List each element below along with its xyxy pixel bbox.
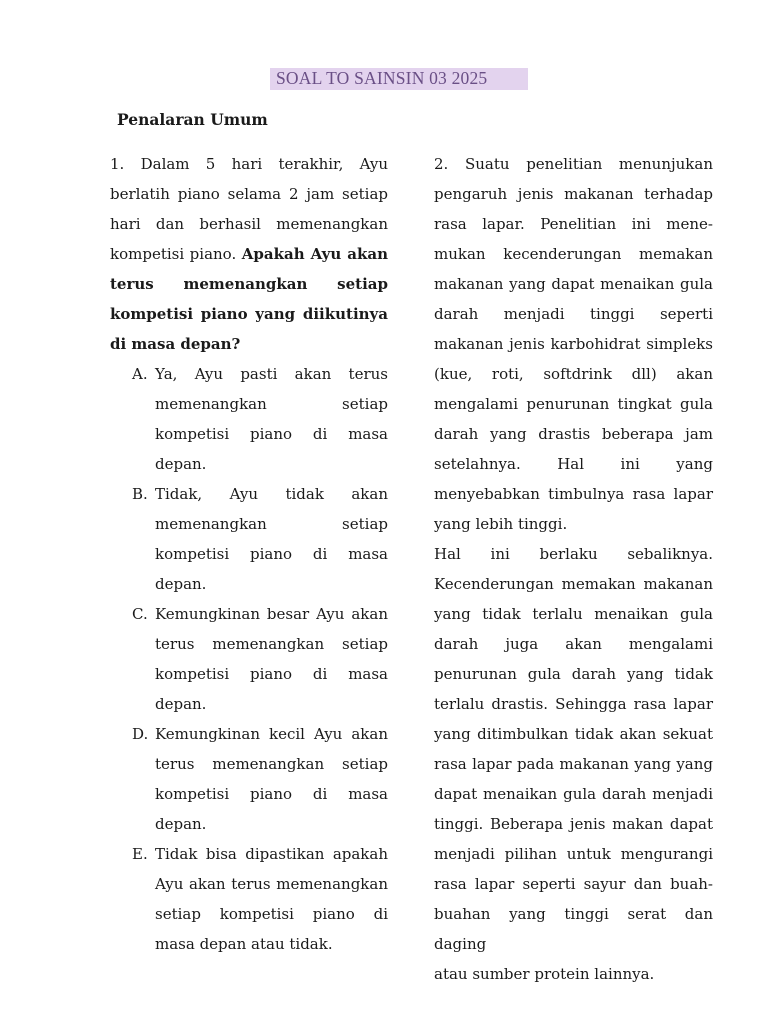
option-line: depan. bbox=[155, 815, 207, 833]
option-letter: B. bbox=[132, 485, 148, 503]
option-line: Tidak bisa dipastikan apakah bbox=[155, 845, 388, 863]
q2-line: atau sumber protein lainnya. bbox=[434, 965, 655, 983]
q1-question-line: terus memenangkan setiap bbox=[110, 275, 388, 293]
q1-question-line: di masa depan? bbox=[110, 335, 241, 353]
document-title-highlight bbox=[270, 68, 528, 90]
option-letter: C. bbox=[132, 605, 148, 623]
q2-line: (kue, roti, softdrink dll) akan bbox=[434, 365, 713, 383]
q2-line: menjadi pilihan untuk mengurangi bbox=[434, 845, 713, 863]
option-line: kompetisi piano di masa bbox=[155, 785, 388, 803]
option-d[interactable] bbox=[110, 719, 388, 839]
option-line: depan. bbox=[155, 575, 207, 593]
q2-line: tinggi. Beberapa jenis makan dapat bbox=[434, 815, 713, 833]
option-line: depan. bbox=[155, 455, 207, 473]
option-b[interactable] bbox=[110, 479, 388, 599]
question-1 bbox=[110, 149, 388, 959]
q2-line: darah yang drastis beberapa jam bbox=[434, 425, 713, 443]
q2-line: 2. Suatu penelitian menunjukan bbox=[434, 155, 713, 173]
option-line: Tidak, Ayu tidak akan bbox=[155, 485, 388, 503]
option-line: kompetisi piano di masa bbox=[155, 665, 388, 683]
q2-line: Kecenderungan memakan makanan bbox=[434, 575, 713, 593]
q2-line: rasa lapar pada makanan yang yang bbox=[434, 755, 713, 773]
option-line: terus memenangkan setiap bbox=[155, 635, 388, 653]
option-line: kompetisi piano di masa bbox=[155, 545, 388, 563]
q2-line: dapat menaikan gula darah menjadi bbox=[434, 785, 713, 803]
option-line: kompetisi piano di masa bbox=[155, 425, 388, 443]
q1-line-4-text: kompetisi piano. bbox=[110, 245, 242, 263]
question-2 bbox=[434, 149, 713, 989]
q2-line: darah juga akan mengalami bbox=[434, 635, 713, 653]
option-line: memenangkan setiap bbox=[155, 395, 388, 413]
option-line: Kemungkinan besar Ayu akan bbox=[155, 605, 388, 623]
option-letter: D. bbox=[132, 725, 149, 743]
option-letter: E. bbox=[132, 845, 148, 863]
q1-question-start: Apakah Ayu akan bbox=[241, 245, 389, 263]
q2-line: makanan yang dapat menaikan gula bbox=[434, 275, 713, 293]
q1-line: hari dan berhasil memenangkan bbox=[110, 215, 388, 233]
option-e[interactable] bbox=[110, 839, 388, 959]
q1-question-line: kompetisi piano yang diikutinya bbox=[110, 305, 388, 323]
option-line: setiap kompetisi piano di bbox=[155, 905, 388, 923]
option-line: Ayu akan terus memenangkan bbox=[155, 875, 388, 893]
q1-line: 1. Dalam 5 hari terakhir, Ayu bbox=[110, 155, 388, 173]
q2-line: buahan yang tinggi serat dan daging bbox=[434, 905, 713, 953]
q2-line: darah menjadi tinggi seperti bbox=[434, 305, 713, 323]
q2-line: penurunan gula darah yang tidak bbox=[434, 665, 713, 683]
option-line: masa depan atau tidak. bbox=[155, 935, 333, 953]
option-line: terus memenangkan setiap bbox=[155, 755, 388, 773]
option-line: Ya, Ayu pasti akan terus bbox=[155, 365, 388, 383]
q2-line: mengalami penurunan tingkat gula bbox=[434, 395, 713, 413]
section-title: Penalaran Umum bbox=[117, 110, 268, 129]
document-title: SOAL TO SAINSIN 03 2025 bbox=[276, 68, 488, 88]
q2-line: Hal ini berlaku sebaliknya. bbox=[434, 545, 713, 563]
option-line: Kemungkinan kecil Ayu akan bbox=[155, 725, 388, 743]
q1-line-4 bbox=[110, 239, 388, 269]
option-letter: A. bbox=[132, 365, 148, 383]
q2-line: pengaruh jenis makanan terhadap bbox=[434, 185, 713, 203]
q1-line: berlatih piano selama 2 jam setiap bbox=[110, 185, 388, 203]
q2-line: yang tidak terlalu menaikan gula bbox=[434, 605, 713, 623]
q2-line: makanan jenis karbohidrat simpleks bbox=[434, 335, 713, 353]
option-line: memenangkan setiap bbox=[155, 515, 388, 533]
q2-line: terlalu drastis. Sehingga rasa lapar bbox=[434, 695, 713, 713]
option-a[interactable] bbox=[110, 359, 388, 479]
option-c[interactable] bbox=[110, 599, 388, 719]
q2-line: yang ditimbulkan tidak akan sekuat bbox=[434, 725, 713, 743]
q2-line: yang lebih tinggi. bbox=[434, 515, 568, 533]
q2-line: menyebabkan timbulnya rasa lapar bbox=[434, 485, 713, 503]
q2-line: rasa lapar. Penelitian ini mene- bbox=[434, 215, 713, 233]
q2-line: rasa lapar seperti sayur dan buah- bbox=[434, 875, 713, 893]
option-line: depan. bbox=[155, 695, 207, 713]
q2-line: setelahnya. Hal ini yang bbox=[434, 455, 713, 473]
q2-line: mukan kecenderungan memakan bbox=[434, 245, 713, 263]
